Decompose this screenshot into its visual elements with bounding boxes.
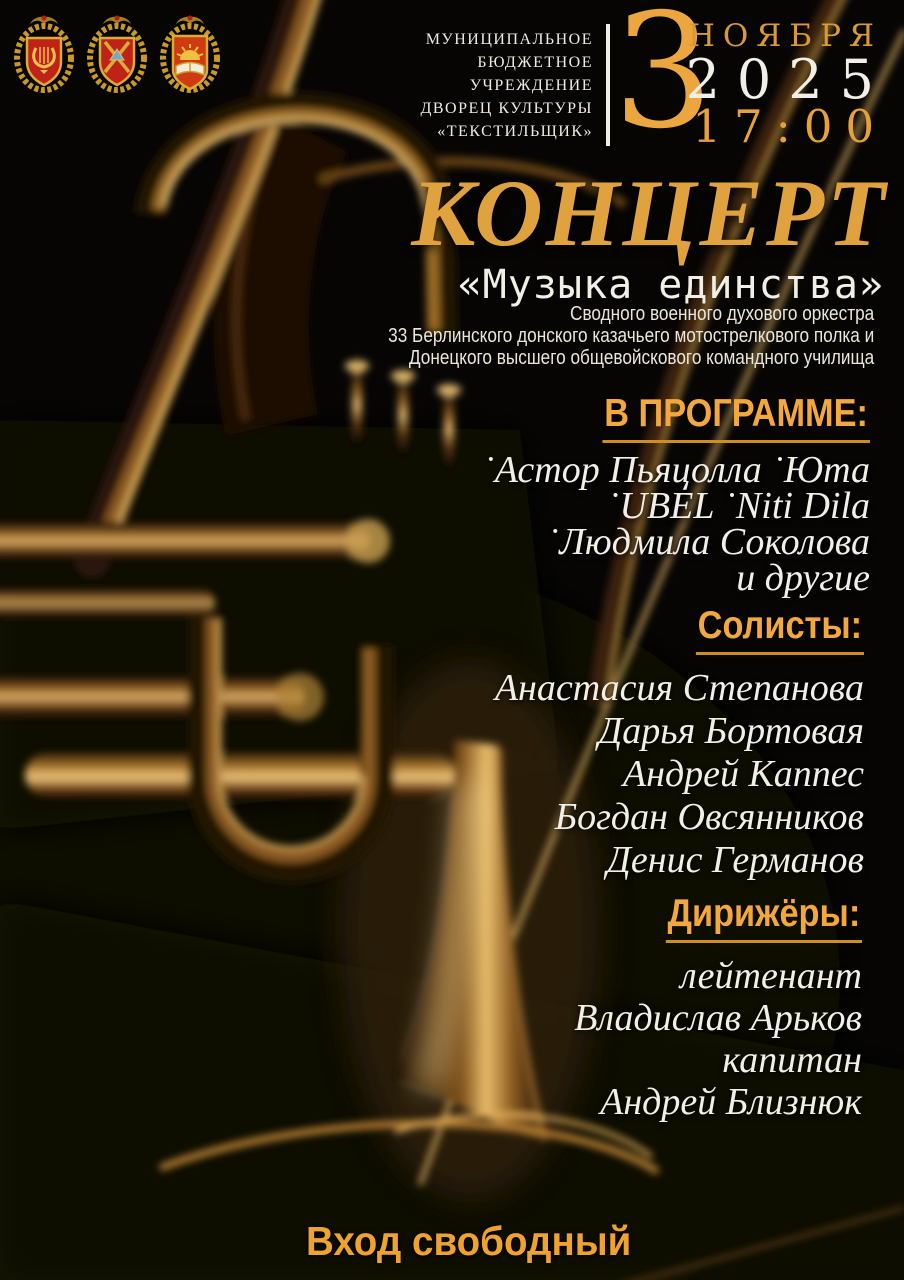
conductors-section (574, 894, 862, 1123)
poster-title: КОНЦЕРТ (411, 160, 888, 266)
conductors-heading: Дирижёры: (666, 894, 862, 943)
org-line: ДВОРЕЦ КУЛЬТУРЫ (420, 100, 593, 117)
org-line: БЮДЖЕТНОЕ (477, 54, 593, 71)
conductor-rank: лейтенант (680, 954, 862, 997)
soloists-heading: Солисты: (696, 606, 864, 655)
military-academy-book-emblem (158, 10, 222, 94)
motor-rifle-regiment-emblem (85, 10, 149, 94)
event-time: 17:00 (692, 100, 887, 153)
soloist-name: Анастасия Степанова (494, 666, 864, 709)
soloist-name: Денис Германов (606, 838, 864, 881)
orchestra-line: 33 Берлинского донского казачьего мотострелкового полка и (387, 325, 874, 347)
admission-note: Вход свободный (306, 1218, 632, 1264)
poster-subtitle: «Музыка единства» (457, 262, 884, 308)
program-item: ˙UBEL ˙Niti Dila (606, 484, 870, 527)
conductor-name: Владислав Арьков (574, 996, 862, 1039)
emblems-row (12, 10, 222, 94)
org-line: МУНИЦИПАЛЬНОЕ (425, 31, 593, 48)
program-heading: В ПРОГРАММЕ: (603, 394, 870, 443)
soloist-name: Андрей Каппес (622, 752, 864, 795)
program-item: ˙Астор Пьяцолла ˙Юта (482, 448, 870, 491)
soloists-section (495, 606, 864, 882)
event-day: 3 (613, 0, 714, 164)
program-section (482, 392, 870, 599)
org-line: «ТЕКСТИЛЬЩИК» (437, 123, 593, 140)
event-month: НОЯБРЯ (687, 18, 882, 54)
header-divider (606, 24, 610, 146)
event-year: 2025 (685, 48, 891, 111)
org-line: УЧРЕЖДЕНИЕ (469, 77, 593, 94)
orchestra-line: Сводного военного духового оркестра (569, 303, 874, 325)
soloist-name: Дарья Бортовая (598, 709, 864, 752)
military-band-lyre-emblem (12, 10, 76, 94)
orchestra-description (388, 303, 874, 369)
conductor-rank: капитан (722, 1038, 862, 1081)
organization-name (420, 28, 593, 143)
conductor-name: Андрей Близнюк (600, 1080, 862, 1123)
program-item: ˙Людмила Соколова (546, 520, 870, 563)
orchestra-line: Донецкого высшего общевойскового командного училища (408, 347, 874, 369)
program-item: и другие (736, 556, 870, 599)
soloist-name: Богдан Овсянников (554, 795, 864, 838)
